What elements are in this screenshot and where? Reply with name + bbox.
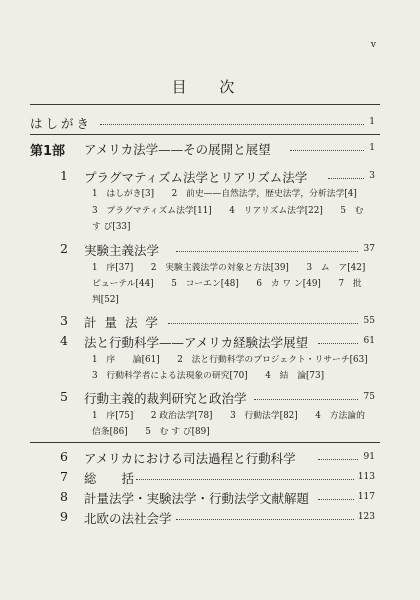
subsection-line: 3 行動科学者による法現象の研究[70] 4 結 論[73] [92,371,325,381]
toc-preface-page: 1 [369,117,375,127]
toc-entry-chapter-8[interactable] [0,489,420,505]
chapter-page: 55 [363,316,375,326]
chapter-page: 37 [363,244,375,254]
divider-low [30,442,380,443]
chapter-page: 123 [357,512,375,522]
leader-dots [176,251,358,252]
chapter-title: 計量法学・実験法学・行動法学文献解題 [84,491,310,506]
leader-dots [168,323,358,324]
chapter-title: 総 括 [84,471,135,486]
chapter-page: 75 [363,392,375,402]
leader-dots [318,499,354,500]
chapter-title: 行動主義的裁判研究と政治学 [84,391,247,406]
subsection-line: 信条[86] 5 む す び[89] [92,427,210,437]
leader-dots [136,479,354,480]
chapter-number: 2 [60,241,68,256]
page-title: 目 次 [171,78,249,96]
part-title: アメリカ法学——その展開と展望 [84,142,271,157]
leader-dots [318,459,358,460]
chapter-page: 61 [363,336,375,346]
toc-entry-chapter-5[interactable] [0,389,420,405]
chapter-title: 計 量 法 学 [84,315,160,330]
part-page: 1 [369,143,375,153]
leader-dots [290,150,364,151]
toc-entry-chapter-7[interactable] [0,469,420,485]
chapter-page: 3 [369,171,375,181]
chapter-number: 8 [60,489,68,504]
divider-top [30,104,380,105]
subsection-line: 1 はしがき[3] 2 前史——自然法学，歴史法学，分析法学[4] [92,189,357,199]
chapter-number: 7 [60,469,68,484]
toc-entry-part-1[interactable] [0,140,420,159]
chapter-number: 9 [60,509,68,524]
divider-mid [30,134,380,135]
chapter-title: 北欧の法社会学 [84,511,172,526]
chapter-page: 113 [357,472,375,482]
leader-dots [100,124,364,125]
toc-entry-chapter-1[interactable] [0,168,420,184]
chapter-page: 117 [357,492,375,502]
chapter-number: 3 [60,313,68,328]
subsection-line: 3 プラグマティズム法学[11] 4 リアリズム法学[22] 5 む [92,206,364,216]
page-number: v [370,40,376,50]
leader-dots [254,399,358,400]
leader-dots [328,178,364,179]
chapter-title: 実験主義法学 [84,243,160,258]
chapter-page: 91 [363,452,375,462]
toc-entry-chapter-6[interactable] [0,449,420,465]
toc-entry-chapter-3[interactable] [0,313,420,329]
toc-entry-preface[interactable] [0,114,420,130]
toc-entry-chapter-2[interactable] [0,241,420,257]
subsection-line: ビューテル[44] 5 コーエン[48] 6 カ ワ ン[49] 7 批 [92,279,362,289]
chapter-title: プラグマティズム法学とリアリズム法学 [84,170,308,185]
leader-dots [176,519,354,520]
part-label: 第1部 [30,144,66,159]
subsection-line: 1 序[37] 2 実験主義法学の対象と方法[39] 3 ム ア[42] [92,263,366,273]
subsection-line: 判[52] [92,295,119,305]
subsection-line: す び[33] [92,222,131,232]
chapter-number: 6 [60,449,68,464]
toc-entry-chapter-9[interactable] [0,509,420,525]
chapter-number: 1 [60,168,68,183]
toc-entry-chapter-4[interactable] [0,333,420,349]
subsection-line: 1 序[75] 2 政治法学[78] 3 行動法学[82] 4 方法論的 [92,411,365,421]
subsection-line: 1 序 論[61] 2 法と行動科学のプロジェクト・リサーチ[63] [92,355,368,365]
chapter-number: 4 [60,333,68,348]
leader-dots [318,343,358,344]
chapter-number: 5 [60,389,68,404]
chapter-title: アメリカにおける司法過程と行動科学 [84,451,296,466]
toc-preface-label: はしがき [30,116,93,131]
chapter-title: 法と行動科学——アメリカ経験法学展望 [84,335,309,350]
